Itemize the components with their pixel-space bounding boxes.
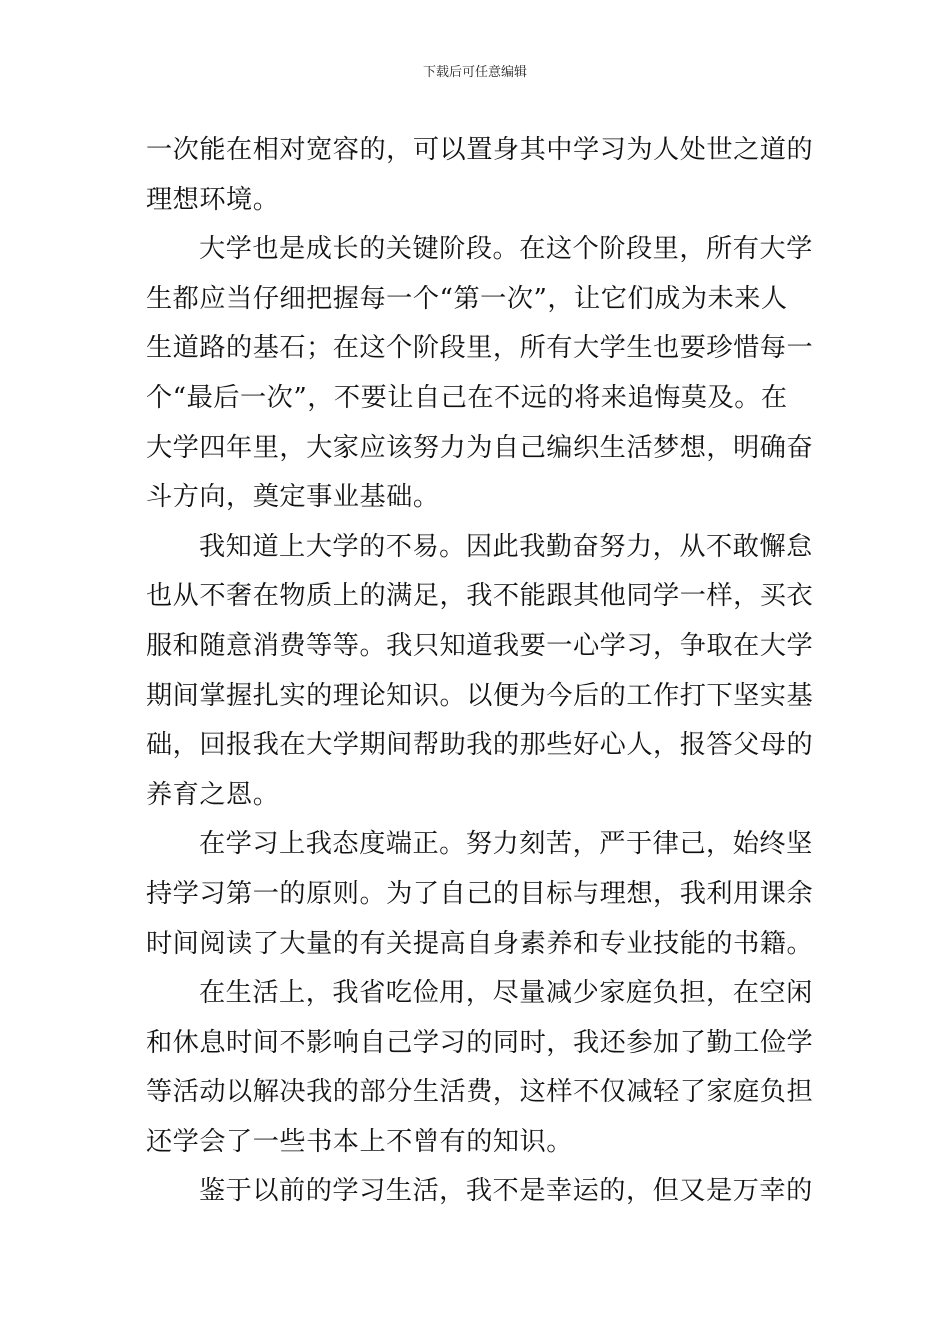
text-line: 础，回报我在大学期间帮助我的那些好心人，报答父母的: [146, 730, 814, 761]
text-line: 鉴于以前的学习生活，我不是幸运的，但又是万幸的: [199, 1176, 813, 1207]
page-header: 下载后可任意编辑: [422, 65, 527, 80]
text-line: 等活动以解决我的部分生活费，这样不仅减轻了家庭负担: [146, 1077, 814, 1108]
text-line: 时间阅读了大量的有关提高自身素养和专业技能的书籍。: [146, 928, 814, 959]
text-line: 理想环境。: [146, 184, 280, 215]
text-line: 大学也是成长的关键阶段。在这个阶段里，所有大学: [199, 234, 813, 265]
text-line: 个“最后一次”，不要让自己在不远的将来追悔莫及。在: [146, 382, 788, 413]
text-line: 生都应当仔细把握每一个“第一次”，让它们成为未来人: [146, 283, 788, 314]
paragraph-reflection: [146, 1167, 816, 1217]
text-line: 大学四年里，大家应该努力为自己编织生活梦想，明确奋: [146, 432, 814, 463]
paragraph-daily-life: [146, 969, 816, 1167]
paragraph-continuation: [146, 126, 816, 225]
text-line: 持学习第一的原则。为了自己的目标与理想，我利用课余: [146, 878, 814, 909]
text-line: 一次能在相对宽容的，可以置身其中学习为人处世之道的: [146, 135, 814, 165]
text-line: 服和随意消费等等。我只知道我要一心学习，争取在大学: [146, 630, 814, 661]
text-line: 期间掌握扎实的理论知识。以便为今后的工作打下坚实基: [146, 680, 814, 711]
text-line: 生道路的基石；在这个阶段里，所有大学生也要珍惜每一: [146, 333, 814, 364]
text-line: 养育之恩。: [146, 779, 280, 810]
text-line: 我知道上大学的不易。因此我勤奋努力，从不敢懈怠: [199, 531, 813, 562]
paragraph-growth-stage: [146, 225, 816, 523]
text-line: 也从不奢在物质上的满足，我不能跟其他同学一样，买衣: [146, 581, 814, 612]
text-line: 斗方向，奠定事业基础。: [146, 482, 440, 513]
text-line: 在学习上我态度端正。努力刻苦，严于律己，始终坚: [199, 829, 813, 860]
text-line: 和休息时间不影响自己学习的同时，我还参加了勤工俭学: [146, 1027, 814, 1058]
document-body: [146, 126, 816, 1217]
paragraph-hardship: [146, 523, 816, 821]
paragraph-study-attitude: [146, 820, 816, 969]
text-line: 还学会了一些书本上不曾有的知识。: [146, 1126, 573, 1157]
text-line: 在生活上，我省吃俭用，尽量减少家庭负担，在空闲: [199, 978, 813, 1009]
